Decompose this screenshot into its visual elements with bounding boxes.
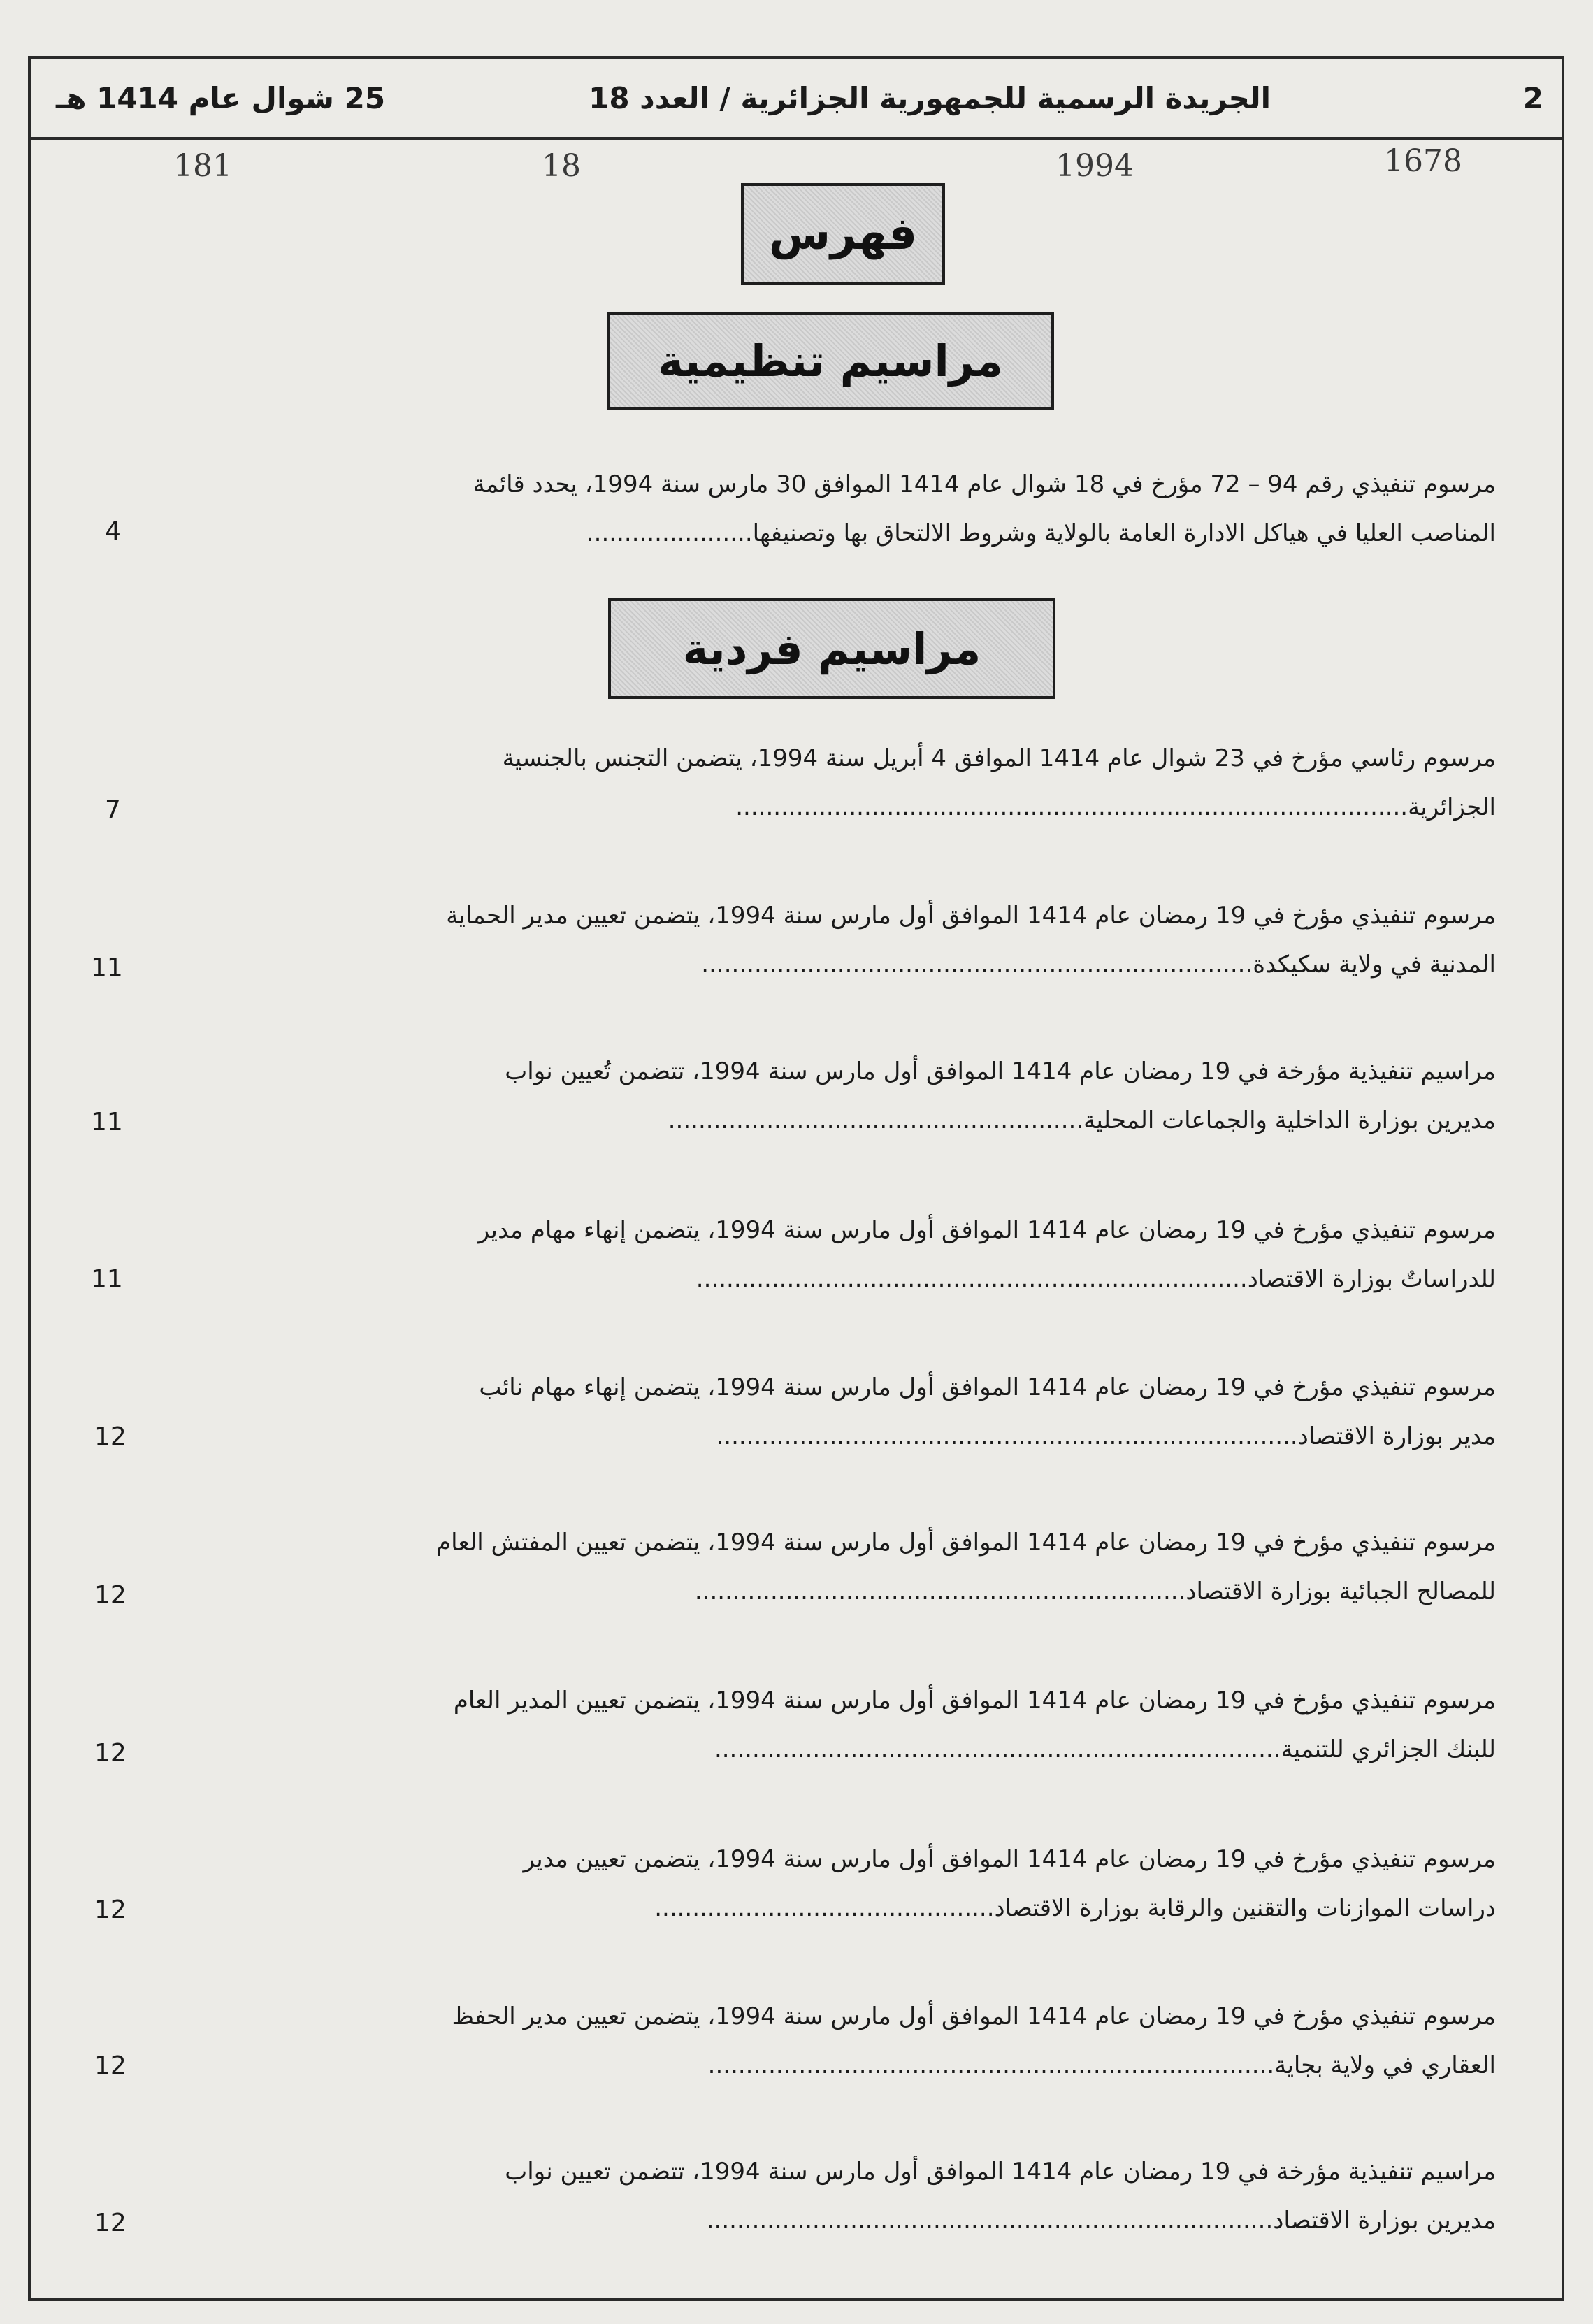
entry-line-1: مرسوم تنفيذي مؤرخ في 19 رمضان عام 1414 الموافق أول مارس سنة 1994، يتضمن تعيين مدير — [523, 1845, 1496, 1873]
individual-entry — [91, 1835, 1496, 1933]
individual-entry — [91, 2147, 1496, 2245]
entry-line-2: مديرين بوزارة الداخلية والجماعات المحلية....................................................... — [668, 1106, 1496, 1134]
entry-line-1: مراسيم تنفيذية مؤرخة في 19 رمضان عام 1414 الموافق أول مارس سنة 1994، تتضمن تعيين نواب — [505, 2158, 1496, 2186]
entry-page-number: 12 — [94, 2051, 127, 2080]
entry-line-2: المناصب العليا في هياكل الادارة العامة بالولاية وشروط الالتحاق بها وتصنيفها...................... — [586, 519, 1496, 547]
entry-page-number: 12 — [94, 1422, 127, 1451]
entry-page-number: 11 — [91, 953, 123, 982]
handwritten-note-mid: 18 — [542, 148, 581, 184]
entry-line-1: مرسوم تنفيذي مؤرخ في 19 رمضان عام 1414 الموافق أول مارس سنة 1994، يتضمن إنهاء مهام نائب — [479, 1373, 1496, 1401]
entry-line-2: للبنك الجزائري للتنمية........................................................................... — [714, 1735, 1496, 1763]
entry-line-1: مرسوم تنفيذي مؤرخ في 19 رمضان عام 1414 الموافق أول مارس سنة 1994، يتضمن تعيين المفتش العام — [436, 1529, 1496, 1557]
index-title: فهرس — [741, 183, 945, 285]
entry-page-number: 11 — [91, 1108, 123, 1136]
individual-entry — [91, 891, 1496, 989]
entry-page-number: 12 — [94, 2209, 127, 2237]
entry-line-2: مديرين بوزارة الاقتصاد........................................................................... — [706, 2207, 1496, 2235]
individual-decrees-title: مراسيم فردية — [608, 598, 1055, 699]
hijri-date: 25 شوال عام 1414 هـ — [56, 81, 386, 115]
entry-line-2: الجزائرية......................................................................................... — [735, 793, 1496, 821]
handwritten-note-year: 1994 — [1055, 148, 1134, 184]
entry-page-number: 12 — [94, 1739, 127, 1768]
journal-title: الجريدة الرسمية للجمهورية الجزائرية / العدد 18 — [589, 81, 1271, 115]
entry-page-number: 12 — [94, 1581, 127, 1610]
individual-entry — [91, 1363, 1496, 1461]
entry-line-2: مدير بوزارة الاقتصاد............................................................................. — [716, 1422, 1496, 1450]
entry-page-number: 4 — [105, 517, 121, 546]
page-header — [28, 56, 1564, 140]
entry-line-2: للمصالح الجبائية بوزارة الاقتصاد................................................................. — [694, 1578, 1496, 1605]
entry-line-2: دراسات الموازنات والتقنين والرقابة بوزارة الاقتصاد............................................. — [654, 1894, 1496, 1922]
handwritten-note-right: 1678 — [1384, 143, 1462, 179]
entry-line-1: مرسوم تنفيذي مؤرخ في 19 رمضان عام 1414 الموافق أول مارس سنة 1994، يتضمن تعيين مدير الحماية — [446, 902, 1496, 930]
entry-page-number: 11 — [91, 1265, 123, 1294]
entry-line-1: مرسوم تنفيذي مؤرخ في 19 رمضان عام 1414 الموافق أول مارس سنة 1994، يتضمن إنهاء مهام مدير — [477, 1216, 1496, 1244]
entry-line-1: مرسوم تنفيذي مؤرخ في 19 رمضان عام 1414 الموافق أول مارس سنة 1994، يتضمن تعيين مدير الحفظ — [452, 2002, 1496, 2030]
individual-entry — [91, 1047, 1496, 1145]
individual-entry — [91, 1518, 1496, 1616]
regulatory-decrees-title: مراسيم تنظيمية — [607, 312, 1054, 410]
entry-line-2: المدنية في ولاية سكيكدة......................................................................... — [701, 951, 1496, 979]
individual-entry — [91, 1992, 1496, 2090]
individual-entry — [91, 734, 1496, 832]
entry-line-1: مرسوم تنفيذي مؤرخ في 19 رمضان عام 1414 الموافق أول مارس سنة 1994، يتضمن تعيين المدير العام — [453, 1687, 1496, 1715]
page-number: 2 — [1522, 81, 1543, 115]
entry-page-number: 12 — [94, 1896, 127, 1924]
entry-line-2: للدراساتٌ بوزارة الاقتصاد......................................................................... — [695, 1265, 1496, 1293]
individual-entry — [91, 1676, 1496, 1774]
handwritten-note-left: 181 — [173, 148, 232, 184]
entry-line-1: مراسيم تنفيذية مؤرخة في 19 رمضان عام 1414 الموافق أول مارس سنة 1994، تتضمن تُعيين نواب — [505, 1058, 1496, 1085]
regulatory-entry — [91, 460, 1496, 558]
entry-line-1: مرسوم تنفيذي رقم 94 – 72 مؤرخ في 18 شوال عام 1414 الموافق 30 مارس سنة 1994، يحدد قائمة — [473, 470, 1496, 498]
entry-page-number: 7 — [105, 795, 121, 824]
entry-line-2: العقاري في ولاية بجاية........................................................................... — [707, 2051, 1496, 2079]
individual-entry — [91, 1206, 1496, 1304]
entry-line-1: مرسوم رئاسي مؤرخ في 23 شوال عام 1414 الموافق 4 أبريل سنة 1994، يتضمن التجنس بالجنسية — [502, 744, 1496, 772]
